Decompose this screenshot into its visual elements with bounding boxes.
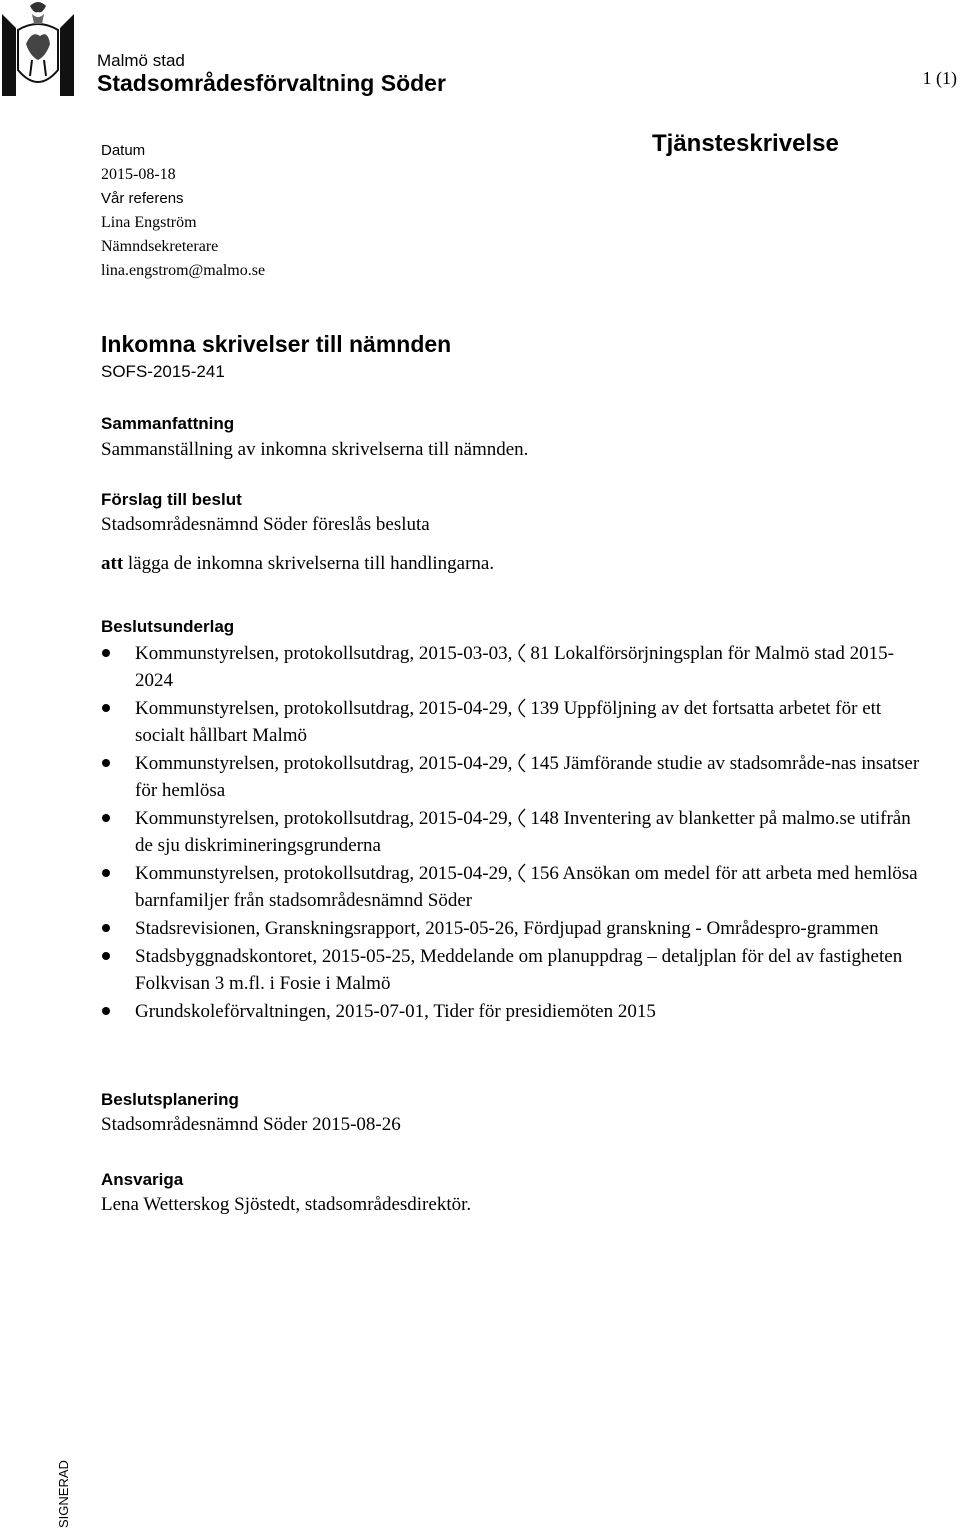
planning-heading: Beslutsplanering (101, 1090, 239, 1109)
section-sign-icon (516, 807, 528, 829)
bullet-icon (102, 952, 110, 960)
reference-label: Vår referens (101, 190, 184, 207)
bullet-icon (102, 649, 110, 657)
list-item-text: Grundskoleförvaltningen, 2015-07-01, Tider för presidiemöten 2015 (135, 1001, 656, 1022)
planning-text: Stadsområdesnämnd Söder 2015-08-26 (101, 1114, 401, 1135)
page-number: 1 (1) (922, 68, 957, 88)
list-item-text: Stadsbyggnadskontoret, 2015-05-25, Meddelande om planuppdrag – detaljplan för del av fastigheten Folkvisan 3 m.fl. i Fosie i Malmö (135, 946, 903, 994)
list-item-text: 81 Lokalförsörjningsplan för Malmö stad 2015-2024 (135, 643, 894, 691)
reference-title: Nämndsekreterare (101, 238, 219, 255)
reference-email[interactable]: lina.engstrom@malmo.se (101, 262, 266, 279)
reference-name: Lina Engström (101, 214, 197, 231)
list-item-text: 148 Inventering av blanketter på malmo.se utifrån de sju diskrimineringsgrunderna (135, 808, 911, 856)
proposal-att: att (101, 553, 124, 574)
list-item (101, 805, 931, 859)
basis-heading: Beslutsunderlag (101, 617, 235, 636)
section-sign-icon (516, 697, 528, 719)
document-title: Inkomna skrivelser till nämnden (101, 331, 452, 357)
proposal-heading: Förslag till beslut (101, 490, 242, 509)
list-item-text: 156 Ansökan om medel för att arbeta med hemlösa barnfamiljer från stadsområdesnämnd Söder (135, 863, 918, 911)
list-item-text: Stadsrevisionen, Granskningsrapport, 2015-05-26, Fördjupad granskning - Områdespro-grammen (135, 918, 879, 939)
list-item (101, 998, 931, 1025)
basis-list (101, 640, 931, 1026)
bullet-icon (102, 869, 110, 877)
section-sign-icon (516, 752, 528, 774)
list-item-text: Kommunstyrelsen, protokollsutdrag, 2015-03-03, (135, 643, 513, 664)
list-item (101, 860, 931, 914)
list-item-text: Kommunstyrelsen, protokollsutdrag, 2015-04-29, (135, 753, 513, 774)
bullet-icon (102, 759, 110, 767)
section-sign-icon (516, 862, 528, 884)
section-sign-icon (516, 642, 528, 664)
responsible-text: Lena Wetterskog Sjöstedt, stadsområdesdirektör. (101, 1194, 472, 1215)
proposal-rest: lägga de inkomna skrivelserna till handlingarna. (123, 553, 495, 574)
document-type: Tjänsteskrivelse (652, 130, 839, 157)
bullet-icon (102, 814, 110, 822)
list-item (101, 915, 931, 942)
proposal-decision (101, 553, 494, 575)
case-id: SOFS-2015-241 (101, 362, 225, 381)
document-metadata (101, 139, 265, 283)
list-item (101, 695, 931, 749)
list-item-text: Kommunstyrelsen, protokollsutdrag, 2015-04-29, (135, 863, 513, 884)
department-name: Stadsområdesförvaltning Söder (97, 70, 446, 96)
list-item (101, 640, 931, 694)
date-label: Datum (101, 142, 146, 159)
list-item (101, 750, 931, 804)
bullet-icon (102, 1007, 110, 1015)
organization-name: Malmö stad (97, 51, 185, 70)
date-value: 2015-08-18 (101, 166, 176, 183)
bullet-icon (102, 704, 110, 712)
malmo-griffin-crest-icon (2, 0, 74, 96)
list-item (101, 943, 931, 997)
summary-heading: Sammanfattning (101, 414, 235, 433)
bullet-icon (102, 924, 110, 932)
summary-text: Sammanställning av inkomna skrivelserna till nämnden. (101, 439, 529, 460)
list-item-text: 145 Jämförande studie av stadsområde-nas insatser för hemlösa (135, 753, 920, 801)
signed-stamp: SIGNERAD (56, 1460, 71, 1528)
list-item-text: Kommunstyrelsen, protokollsutdrag, 2015-04-29, (135, 698, 513, 719)
list-item-text: Kommunstyrelsen, protokollsutdrag, 2015-04-29, (135, 808, 513, 829)
list-item-text: 139 Uppföljning av det fortsatta arbetet för ett socialt hållbart Malmö (135, 698, 882, 746)
responsible-heading: Ansvariga (101, 1170, 184, 1189)
proposal-text: Stadsområdesnämnd Söder föreslås besluta (101, 514, 430, 535)
